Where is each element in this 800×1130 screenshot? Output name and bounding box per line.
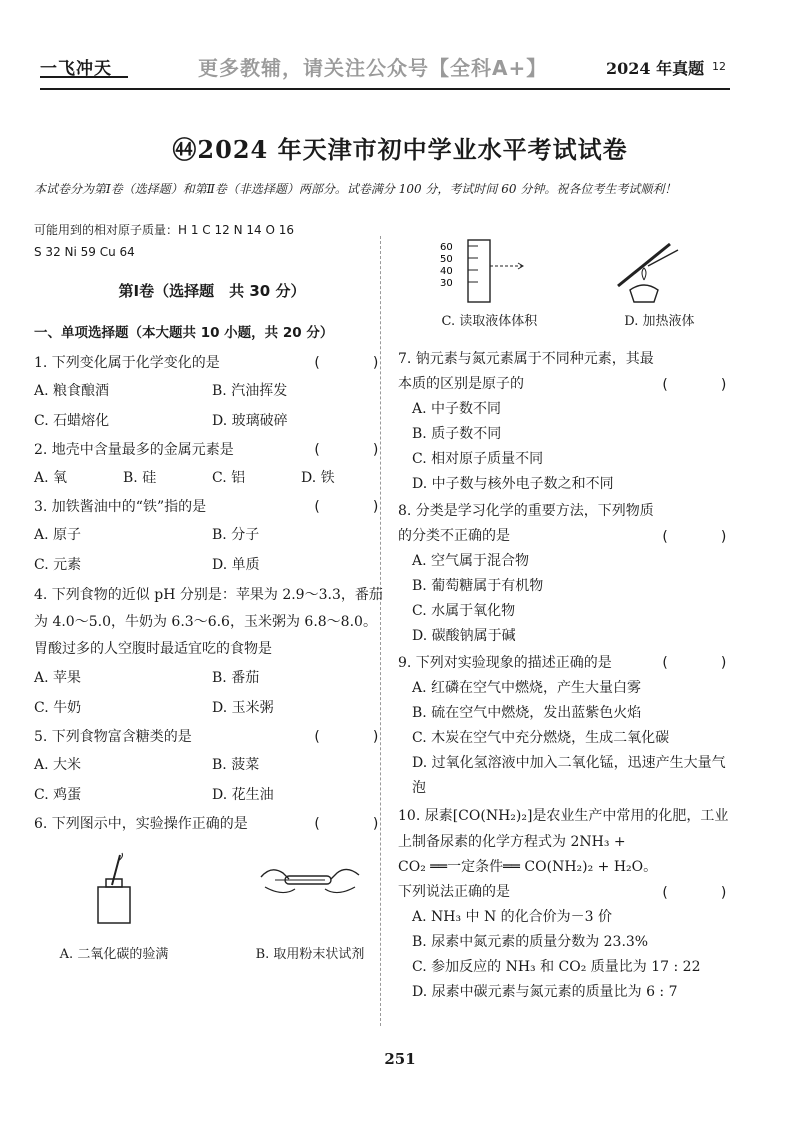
option-a: A. 粮食酿酒 [34, 383, 110, 399]
tick-label: 40 [440, 266, 453, 277]
answer-bracket: ( ) [660, 885, 728, 901]
option-a: A. 红磷在空气中燃烧，产生大量白雾 [412, 680, 642, 696]
question-8 [398, 499, 738, 649]
option-b: B. 质子数不同 [412, 426, 502, 442]
question-9 [398, 651, 738, 801]
option-b: B. 汽油挥发 [212, 383, 288, 399]
section-title: 第Ⅰ卷（选择题 共 30 分） [118, 282, 306, 300]
brand-underline [40, 76, 128, 78]
option-d: D. 过氧化氢溶液中加入二氧化锰，迅速产生大量气泡 [412, 755, 726, 796]
option-a: A. 氧 [34, 470, 68, 486]
option-b: B. 番茄 [212, 670, 260, 686]
figure-caption-d: D. 加热液体 [624, 314, 695, 329]
question-2 [34, 438, 390, 493]
question-stem: 1. 下列变化属于化学变化的是 [34, 355, 220, 371]
figure-co2-check [34, 851, 194, 967]
test-tube-hands-icon [255, 851, 365, 927]
question-7 [398, 347, 738, 497]
question-stem: 9. 下列对实验现象的描述正确的是 [398, 655, 612, 671]
alcohol-lamp-heating-icon [608, 236, 698, 306]
question-6 [34, 812, 390, 967]
question-stem-equation: CO₂ ══一定条件══ CO(NH₂)₂ + H₂O。下列说法正确的是 [398, 859, 658, 900]
tick-label: 50 [440, 254, 453, 265]
section-subtitle: 一、单项选择题（本大题共 10 小题，共 20 分） [34, 325, 334, 341]
option-c: C. 相对原子质量不同 [412, 451, 544, 467]
answer-bracket: ( ) [660, 377, 728, 393]
option-b: B. 分子 [212, 527, 260, 543]
graduated-cylinder-icon [438, 236, 528, 306]
option-d: D. 中子数与核外电子数之和不同 [412, 476, 614, 492]
option-a: A. 空气属于混合物 [412, 553, 530, 569]
option-b: B. 葡萄糖属于有机物 [412, 578, 544, 594]
figure-caption-c: C. 读取液体体积 [441, 314, 538, 329]
option-c: C. 元素 [34, 557, 82, 573]
option-a: A. 大米 [34, 757, 82, 773]
question-stem: 5. 下列食物富含糖类的是 [34, 729, 192, 745]
tick-label: 30 [440, 278, 453, 289]
atomic-mass-line-2: S 32 Ni 59 Cu 64 [34, 245, 135, 259]
option-a: A. 原子 [34, 527, 82, 543]
option-c: C. 参加反应的 NH₃ 和 CO₂ 质量比为 17 : 22 [412, 959, 701, 975]
option-c: C. 牛奶 [34, 700, 82, 716]
option-b: B. 硫在空气中燃烧，发出蓝紫色火焰 [412, 705, 642, 721]
option-d: D. 碳酸钠属于碱 [412, 628, 516, 644]
answer-bracket: ( ) [660, 655, 728, 671]
option-d: D. 铁 [301, 470, 335, 486]
option-b: B. 硅 [123, 470, 157, 486]
question-4 [34, 582, 390, 723]
question-1 [34, 351, 390, 436]
page-number: 251 [384, 1050, 416, 1068]
answer-bracket: ( ) [312, 816, 380, 832]
option-c: C. 铝 [212, 470, 246, 486]
exam-intro: 本试卷分为第Ⅰ卷（选择题）和第Ⅱ卷（非选择题）两部分。试卷满分 100 分，考试时间 60 分钟。祝各位考生考试顺利！ [34, 182, 677, 196]
option-b: B. 尿素中氮元素的质量分数为 23.3% [412, 934, 649, 950]
promo-text: 更多教辅，请关注公众号【全科A+】 [198, 56, 548, 80]
question-5 [34, 725, 390, 810]
question-stem: 7. 钠元素与氮元素属于不同种元素，其最本质的区别是原子的 [398, 351, 654, 392]
option-b: B. 菠菜 [212, 757, 260, 773]
answer-bracket: ( ) [312, 729, 380, 745]
question-stem: 10. 尿素[CO(NH₂)₂]是农业生产中常用的化肥，工业上制备尿素的化学方程式为 2NH₃ + [398, 808, 729, 850]
exam-title: ㊹2024 年天津市初中学业水平考试试卷 [172, 135, 628, 164]
question-stem: 3. 加铁酱油中的“铁”指的是 [34, 499, 207, 515]
option-c: C. 石蜡熔化 [34, 413, 110, 429]
gas-bottle-icon [74, 851, 154, 927]
figure-caption-b: B. 取用粉末状试剂 [255, 947, 365, 962]
option-a: A. 中子数不同 [412, 401, 502, 417]
answer-bracket: ( ) [312, 355, 380, 371]
question-stem: 6. 下列图示中，实验操作正确的是 [34, 816, 248, 832]
year-tag: 2024 年真题 [606, 59, 705, 78]
option-a: A. NH₃ 中 N 的化合价为－3 价 [412, 909, 613, 925]
option-d: D. 单质 [212, 557, 260, 573]
question-stem: 2. 地壳中含量最多的金属元素是 [34, 442, 234, 458]
page-tab: 12 [712, 60, 726, 73]
answer-bracket: ( ) [312, 499, 380, 515]
answer-bracket: ( ) [660, 529, 728, 545]
figure-powder [230, 851, 390, 967]
answer-bracket: ( ) [312, 442, 380, 458]
left-column [34, 280, 390, 969]
option-c: C. 鸡蛋 [34, 787, 82, 803]
right-column [398, 236, 738, 1007]
brand-logo: 一飞冲天 [40, 59, 112, 79]
question-10 [398, 803, 738, 1005]
question-3 [34, 495, 390, 580]
option-c: C. 水属于氧化物 [412, 603, 516, 619]
question-stem: 8. 分类是学习化学的重要方法，下列物质的分类不正确的是 [398, 503, 654, 544]
option-d: D. 玉米粥 [212, 700, 274, 716]
option-d: D. 花生油 [212, 787, 274, 803]
option-a: A. 苹果 [34, 670, 82, 686]
page-header [40, 52, 730, 90]
option-d: D. 玻璃破碎 [212, 413, 288, 429]
question-stem: 4. 下列食物的近似 pH 分别是：苹果为 2.9～3.3，番茄为 4.0～5.0，牛奶为 6.3～6.6，玉米粥为 6.8～8.0。胃酸过多的人空腹时最适宜吃的食物是 [34, 587, 383, 657]
tick-label: 60 [440, 242, 453, 253]
header-rule [40, 88, 730, 90]
atomic-mass-line-1: 可能用到的相对原子质量：H 1 C 12 N 14 O 16 [34, 223, 294, 237]
figure-caption-a: A. 二氧化碳的验满 [59, 947, 169, 962]
option-d: D. 尿素中碳元素与氮元素的质量比为 6 : 7 [412, 984, 678, 1000]
option-c: C. 木炭在空气中充分燃烧，生成二氧化碳 [412, 730, 670, 746]
